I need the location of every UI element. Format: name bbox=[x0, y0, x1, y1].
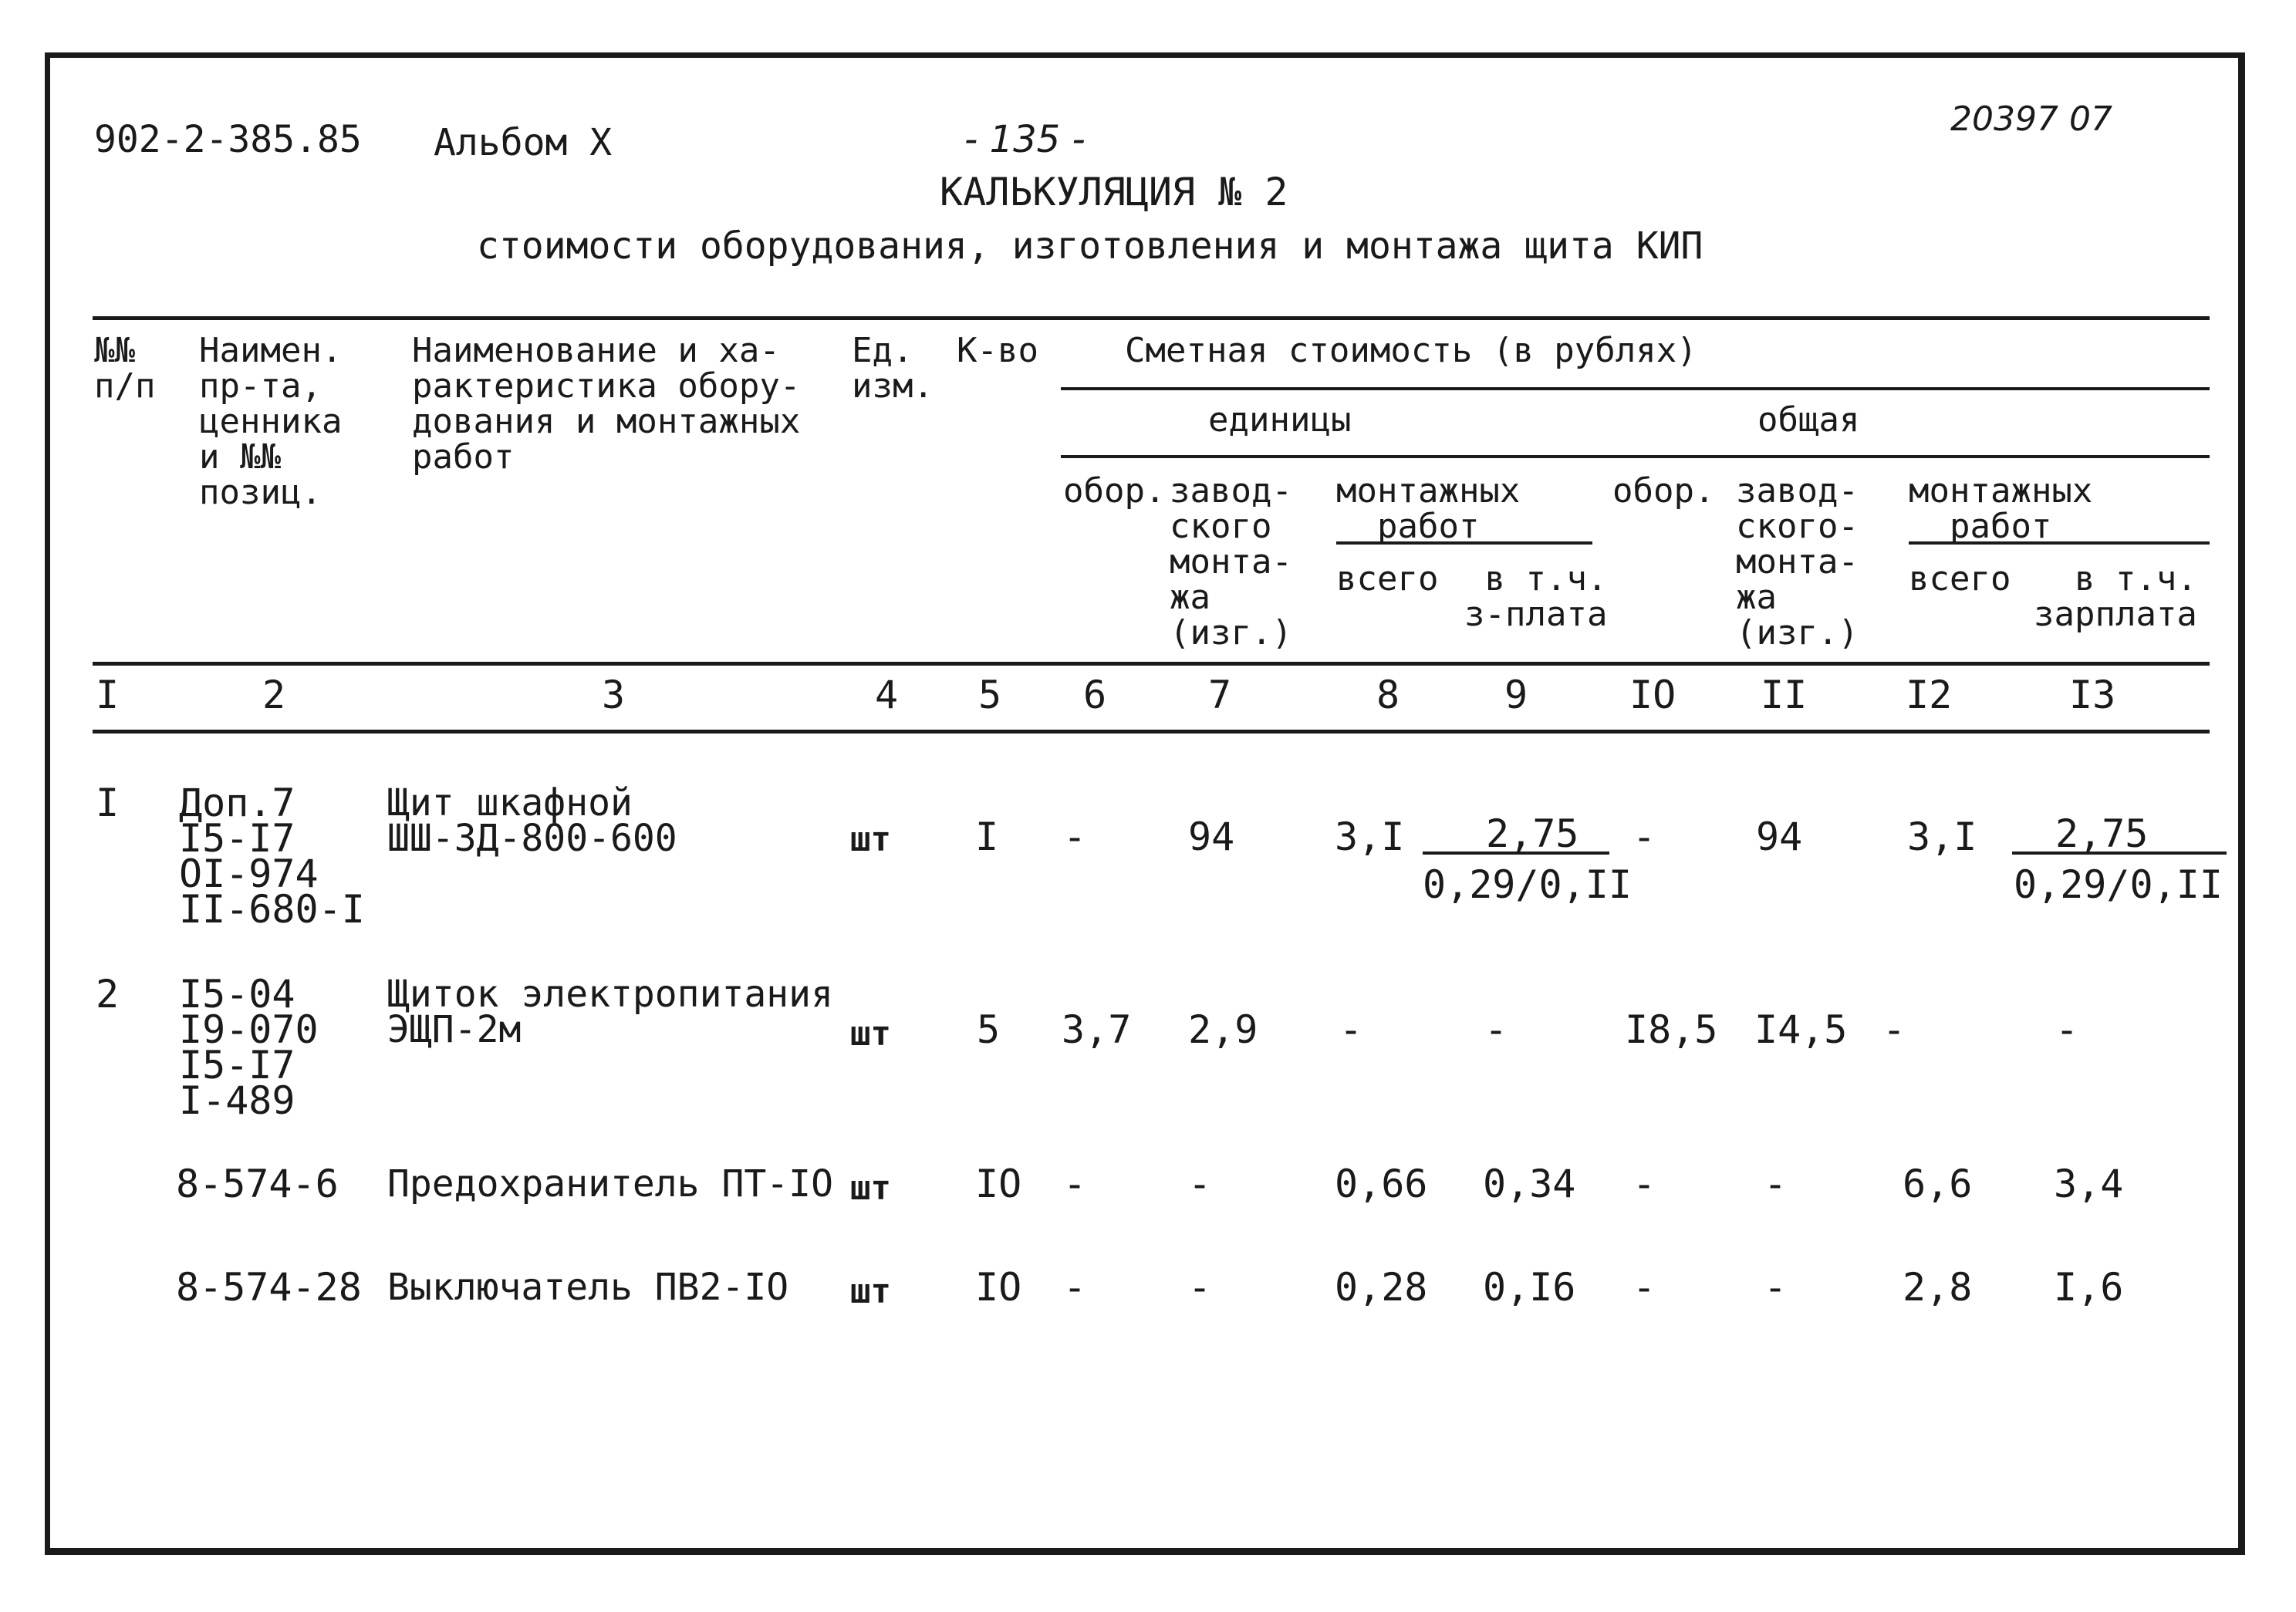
row-number: 2 bbox=[96, 972, 120, 1017]
cost-group-rule bbox=[1061, 387, 2210, 390]
row-unit-equipment: - bbox=[1063, 1162, 1087, 1206]
row-total-equipment: - bbox=[1633, 1265, 1656, 1310]
document-code: 902-2-385.85 bbox=[94, 118, 362, 161]
header-total-equipment: обор. bbox=[1612, 471, 1715, 511]
header-unit-group: единицы bbox=[1208, 400, 1352, 440]
header-total-factory: завод- ского- монта- жа (изг.) bbox=[1736, 471, 1859, 653]
document-title: КАЛЬКУЛЯЦИЯ № 2 bbox=[940, 170, 1288, 214]
header-price-code: Наимен. пр-та, ценника и №№ позиц. bbox=[199, 331, 343, 512]
row-total-equipment: - bbox=[1633, 1162, 1656, 1206]
row-total-mount-wage: 3,4 bbox=[2054, 1162, 2124, 1206]
column-number: II bbox=[1761, 673, 1808, 717]
column-number: 3 bbox=[602, 673, 626, 717]
row-total-mount-wage: - bbox=[2055, 1007, 2079, 1052]
unit-total-rule bbox=[1061, 455, 2210, 458]
header-unit-factory: завод- ского монта- жа (изг.) bbox=[1170, 471, 1292, 653]
row-unit-factory: - bbox=[1188, 1162, 1212, 1206]
row-unit-factory: 94 bbox=[1188, 814, 1235, 859]
column-number: I bbox=[96, 673, 120, 717]
row-unit-mount-wage: - bbox=[1484, 1007, 1508, 1052]
column-number: I2 bbox=[1906, 673, 1953, 717]
row-unit-factory: 2,9 bbox=[1188, 1007, 1258, 1052]
row-unit-mount-wage: 0,I6 bbox=[1483, 1265, 1576, 1310]
column-number: IO bbox=[1629, 673, 1676, 717]
row-unit-mount-all: - bbox=[1339, 1007, 1363, 1052]
row-unit-factory: - bbox=[1188, 1265, 1212, 1310]
album-label: Альбом X bbox=[434, 121, 613, 164]
row-description: Щит шкафной ШШ-ЗД-800-600 bbox=[387, 781, 677, 860]
column-number: 5 bbox=[978, 673, 1002, 717]
row-unit-mount-wage: 2,75 bbox=[1486, 811, 1579, 856]
header-unit-mount: монтажных работ bbox=[1336, 471, 1521, 546]
header-total-mount-wage: в т.ч. зарплата bbox=[2034, 559, 2197, 634]
column-number: 9 bbox=[1504, 673, 1528, 717]
archive-number: 20397 07 bbox=[1950, 99, 2112, 139]
header-total-group: общая bbox=[1757, 400, 1860, 440]
fraction-line bbox=[2012, 852, 2227, 855]
header-unit: Ед. изм. bbox=[852, 331, 934, 406]
row-total-factory: 94 bbox=[1756, 814, 1803, 859]
fraction-line bbox=[1423, 852, 1609, 855]
row-total-mount-wage-detail: 0,29/0,II bbox=[2014, 862, 2223, 907]
row-unit-mount-wage-detail: 0,29/0,II bbox=[1423, 862, 1632, 907]
column-numbers-rule bbox=[93, 730, 2210, 733]
row-quantity: IO bbox=[975, 1265, 1022, 1310]
row-total-mount-all: 2,8 bbox=[1903, 1265, 1973, 1310]
row-total-factory: - bbox=[1764, 1265, 1788, 1310]
header-total-mount-all: всего bbox=[1909, 559, 2011, 599]
header-cost-group: Сметная стоимость (в рублях) bbox=[1125, 331, 1697, 370]
row-quantity: IO bbox=[975, 1162, 1022, 1206]
row-description: Выключатель ПВ2-IO bbox=[387, 1266, 789, 1309]
page-number: - 135 - bbox=[964, 118, 1086, 161]
row-total-factory: - bbox=[1764, 1162, 1788, 1206]
header-unit-mount-all: всего bbox=[1336, 559, 1439, 599]
column-number: 8 bbox=[1376, 673, 1400, 717]
column-number: 6 bbox=[1083, 673, 1107, 717]
row-quantity: I bbox=[975, 814, 999, 859]
row-price-code: Доп.7 I5-I7 OI-974 II-680-I bbox=[179, 781, 365, 932]
row-total-mount-all: 3,I bbox=[1907, 814, 1977, 859]
row-price-code: I5-04 I9-070 I5-I7 I-489 bbox=[179, 972, 319, 1123]
row-price-code: 8-574-28 bbox=[176, 1265, 362, 1310]
column-number: I3 bbox=[2069, 673, 2116, 717]
row-total-factory: I4,5 bbox=[1754, 1007, 1848, 1052]
page-border bbox=[45, 52, 2245, 1555]
row-unit: шт bbox=[850, 1014, 891, 1054]
row-unit: шт bbox=[850, 1169, 891, 1208]
row-unit-mount-all: 0,28 bbox=[1335, 1265, 1428, 1310]
row-unit-mount-all: 3,I bbox=[1335, 814, 1405, 859]
header-quantity: К-во bbox=[957, 331, 1038, 370]
row-unit-equipment: 3,7 bbox=[1062, 1007, 1132, 1052]
row-unit-mount-wage: 0,34 bbox=[1483, 1162, 1576, 1206]
row-total-mount-all: 6,6 bbox=[1903, 1162, 1973, 1206]
header-description: Наименование и ха- рактеристика обору- дования и монтажных работ bbox=[412, 331, 801, 477]
row-price-code: 8-574-6 bbox=[176, 1162, 339, 1206]
table-top-rule bbox=[93, 316, 2210, 320]
column-number: 4 bbox=[875, 673, 899, 717]
row-total-equipment: - bbox=[1633, 814, 1656, 859]
row-unit-equipment: - bbox=[1063, 1265, 1087, 1310]
header-unit-equipment: обор. bbox=[1063, 471, 1166, 511]
row-unit: шт bbox=[850, 820, 891, 859]
row-unit-equipment: - bbox=[1063, 814, 1087, 859]
header-unit-mount-wage: в т.ч. з-плата bbox=[1464, 559, 1608, 634]
document-subtitle: стоимости оборудования, изготовления и монтажа щита КИП bbox=[477, 224, 1703, 268]
row-unit: шт bbox=[850, 1272, 891, 1311]
row-total-equipment: I8,5 bbox=[1625, 1007, 1718, 1052]
header-number: №№ п/п bbox=[94, 331, 156, 406]
column-number: 7 bbox=[1208, 673, 1232, 717]
row-unit-mount-all: 0,66 bbox=[1335, 1162, 1428, 1206]
row-total-mount-all: - bbox=[1882, 1007, 1906, 1052]
row-total-mount-wage: I,6 bbox=[2054, 1265, 2124, 1310]
column-number: 2 bbox=[262, 673, 286, 717]
header-total-mount: монтажных работ bbox=[1909, 471, 2093, 546]
row-description: Предохранитель ПТ-IO bbox=[387, 1162, 833, 1206]
row-number: I bbox=[96, 781, 120, 825]
header-bottom-rule bbox=[93, 662, 2210, 666]
row-total-mount-wage: 2,75 bbox=[2055, 811, 2149, 856]
row-description: Щиток электропитания ЭЩП-2м bbox=[387, 973, 833, 1051]
row-quantity: 5 bbox=[977, 1007, 1001, 1052]
